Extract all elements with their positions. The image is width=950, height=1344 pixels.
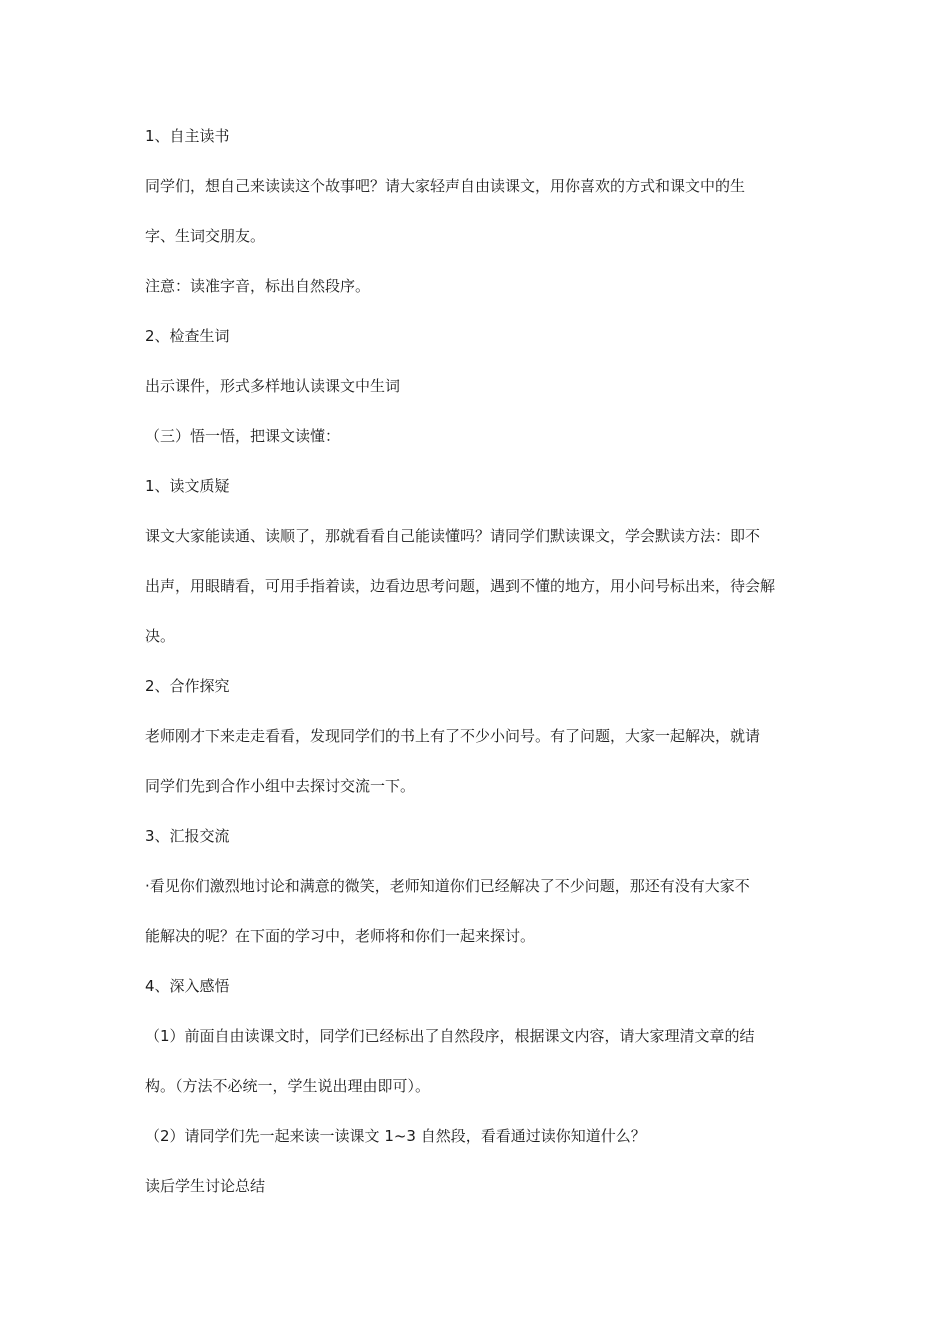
paragraph xyxy=(145,324,810,349)
text-line: 1、读文质疑 xyxy=(145,477,230,495)
paragraph xyxy=(145,1024,810,1099)
text-line: 能解决的呢？在下面的学习中，老师将和你们一起来探讨。 xyxy=(145,927,536,945)
paragraph xyxy=(145,1174,810,1199)
paragraph xyxy=(145,1124,810,1149)
text-line: 3、汇报交流 xyxy=(145,827,230,845)
text-line: 老师刚才下来走走看看，发现同学们的书上有了不少小问号。有了问题，大家一起解决，就请 xyxy=(145,727,761,745)
paragraph xyxy=(145,174,810,249)
document-body xyxy=(145,124,810,1224)
text-line: （三）悟一悟，把课文读懂： xyxy=(145,427,341,445)
text-line: ·看见你们激烈地讨论和满意的微笑，老师知道你们已经解决了不少问题，那还有没有大家不 xyxy=(145,877,750,895)
text-line: 4、深入感悟 xyxy=(145,977,230,995)
paragraph xyxy=(145,974,810,999)
paragraph xyxy=(145,124,810,149)
paragraph xyxy=(145,874,810,949)
paragraph xyxy=(145,724,810,799)
paragraph xyxy=(145,424,810,449)
paragraph xyxy=(145,474,810,499)
text-line: （1）前面自由读课文时，同学们已经标出了自然段序，根据课文内容，请大家理清文章的结 xyxy=(145,1027,755,1045)
text-line: 出示课件，形式多样地认读课文中生词 xyxy=(145,377,401,395)
text-line: 读后学生讨论总结 xyxy=(145,1177,266,1195)
paragraph xyxy=(145,274,810,299)
text-line: 同学们先到合作小组中去探讨交流一下。 xyxy=(145,777,416,795)
paragraph xyxy=(145,524,810,649)
paragraph xyxy=(145,674,810,699)
text-line: 构。（方法不必统一，学生说出理由即可）。 xyxy=(145,1077,431,1095)
text-line: 同学们，想自己来读读这个故事吧？请大家轻声自由读课文，用你喜欢的方式和课文中的生 xyxy=(145,177,746,195)
text-line: 决。 xyxy=(145,627,176,645)
paragraph xyxy=(145,374,810,399)
paragraph xyxy=(145,824,810,849)
text-line: 2、检查生词 xyxy=(145,327,230,345)
text-line: 出声，用眼睛看，可用手指着读，边看边思考问题，遇到不懂的地方，用小问号标出来，待会解 xyxy=(145,577,776,595)
text-line: 字、生词交朋友。 xyxy=(145,227,266,245)
text-line: （2）请同学们先一起来读一读课文 1~3 自然段，看看通过读你知道什么？ xyxy=(145,1127,646,1145)
text-line: 课文大家能读通、读顺了，那就看看自己能读懂吗？请同学们默读课文，学会默读方法：即不 xyxy=(145,527,761,545)
text-line: 注意：读准字音，标出自然段序。 xyxy=(145,277,371,295)
text-line: 2、合作探究 xyxy=(145,677,230,695)
text-line: 1、自主读书 xyxy=(145,127,230,145)
